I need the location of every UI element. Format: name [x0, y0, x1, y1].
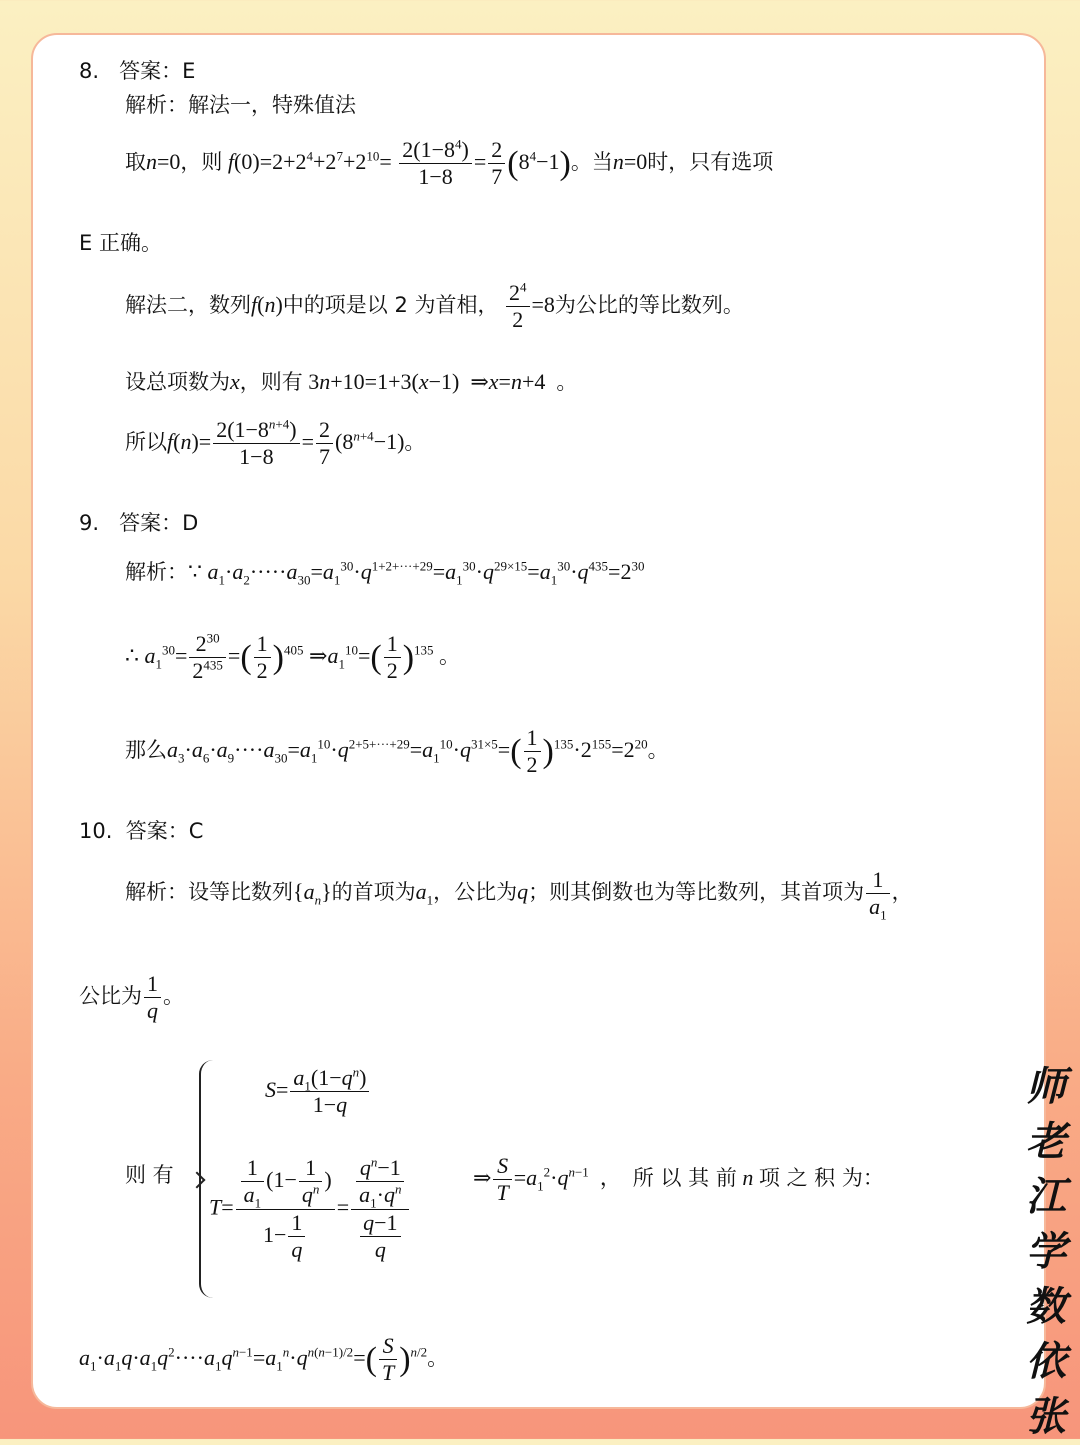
q8-method2-line: 解法二，数列f(n)中的项是以 2 为首相， $\frac{2^4}{2}$ =8为公比的等比数列。 [125, 279, 744, 333]
q8-analysis-title: 解析：解法一，特殊值法 [125, 93, 356, 117]
q10-S-formula: S= $\frac{a_1(1-q^n)}{1-q}$ [265, 1065, 371, 1119]
q8-header [79, 61, 195, 82]
q10-line2: 公比为 $\frac{1}{q}$ 。 [79, 971, 184, 1024]
q10-header [79, 821, 203, 842]
q10-T-formula: T= $\frac{1}{a_1}$ (1− $\frac{1}{q^n}$ ) 1− $\frac{1}{q}$ = $\frac{\frac{q^n-1}{a_1\cdot q^n}}{\frac{q-1}{q}}$ [209, 1155, 411, 1264]
q9-line3: 那么$a_3\cdot a_6\cdot a_9\cdot\cdot\cdot\cdot a_{30}=a_1^{10}\cdot q^{2+5+\cdot\cdot\cdot+29}=a_1^{10}\cdot q^{31\times 5}=$( $\frac{1}{2}$ )$^{135}\cdot 2^{155}=2^{20}$。 [125, 725, 669, 778]
q9-answer: 答案：D [119, 511, 199, 535]
q10-answer: 答案：C [125, 819, 204, 843]
answer-card [31, 33, 1046, 1409]
q9-line2: ∴ $a_1^{30}=$ $\frac{2^{30}}{2^{435}}$ =( $\frac{1}{2}$ )$^{405}$ $\Rightarrow a_1^{10}=$( $\frac{1}{2}$ )$^{135}$ 。 [125, 630, 461, 684]
q8-number: 8. [79, 59, 100, 83]
q8-method2-count: 设总项数为x，则有 3n+10=1+3(x−1) ⇒x=n+4 。 [125, 369, 578, 394]
q10-product: $a_1\cdot a_1q\cdot a_1q^2\cdot\cdot\cdot\cdot a_1q^{n-1}=a_1^n\cdot q^{n(n-1)/2}=$( $\frac{S}{T}$ )$^{n/2}$。 [79, 1333, 449, 1386]
q10-number: 10. [79, 819, 113, 843]
author-watermark: 师 老 江 学 数 依 张 [1026, 1064, 1066, 1440]
q10-then-have: 则 有 [125, 1163, 174, 1187]
q8-method1-conclusion: E 正确。 [79, 231, 162, 255]
q9-header [79, 513, 198, 534]
q8-method2-result: 所以f(n)= $\frac{2(1-8^{n+4})}{1-8}$ = $\frac{2}{7}$ $(8^{n+4}-1)$。 [125, 416, 426, 470]
q8-answer: 答案：E [119, 59, 196, 83]
q8-method1-formula: 取n=0，则 $f(0)=2+2^4+2^7+2^{10}=$ $\frac{2(1-8^4)}{1-8}$ = $\frac{2}{7}$ $(8^4-1)$。当n=0时，只有选项 [125, 136, 774, 190]
q9-number: 9. [79, 511, 100, 535]
q10-line1: 解析：设等比数列$\{a_n\}$的首项为$a_1$，公比为q；则其倒数也为等比数列，其首项为 $\frac{1}{a_1}$ ， [125, 867, 913, 923]
q9-line1: 解析：∵ $a_1\cdot a_2\cdot\cdot\cdot\cdot\cdot a_{30}=a_1^{30}\cdot q^{1+2+\cdot\cdot\cdot+29}=a_1^{30}\cdot q^{29\times 15}=a_1^{30}\cdot q^{435}=2^{30}$ [125, 558, 645, 588]
q10-ratio: ⇒ $\frac{S}{T}$ $=a_1^2\cdot q^{n-1}$ ， 所 以 其 前 n 项 之 积 为： [473, 1153, 884, 1206]
